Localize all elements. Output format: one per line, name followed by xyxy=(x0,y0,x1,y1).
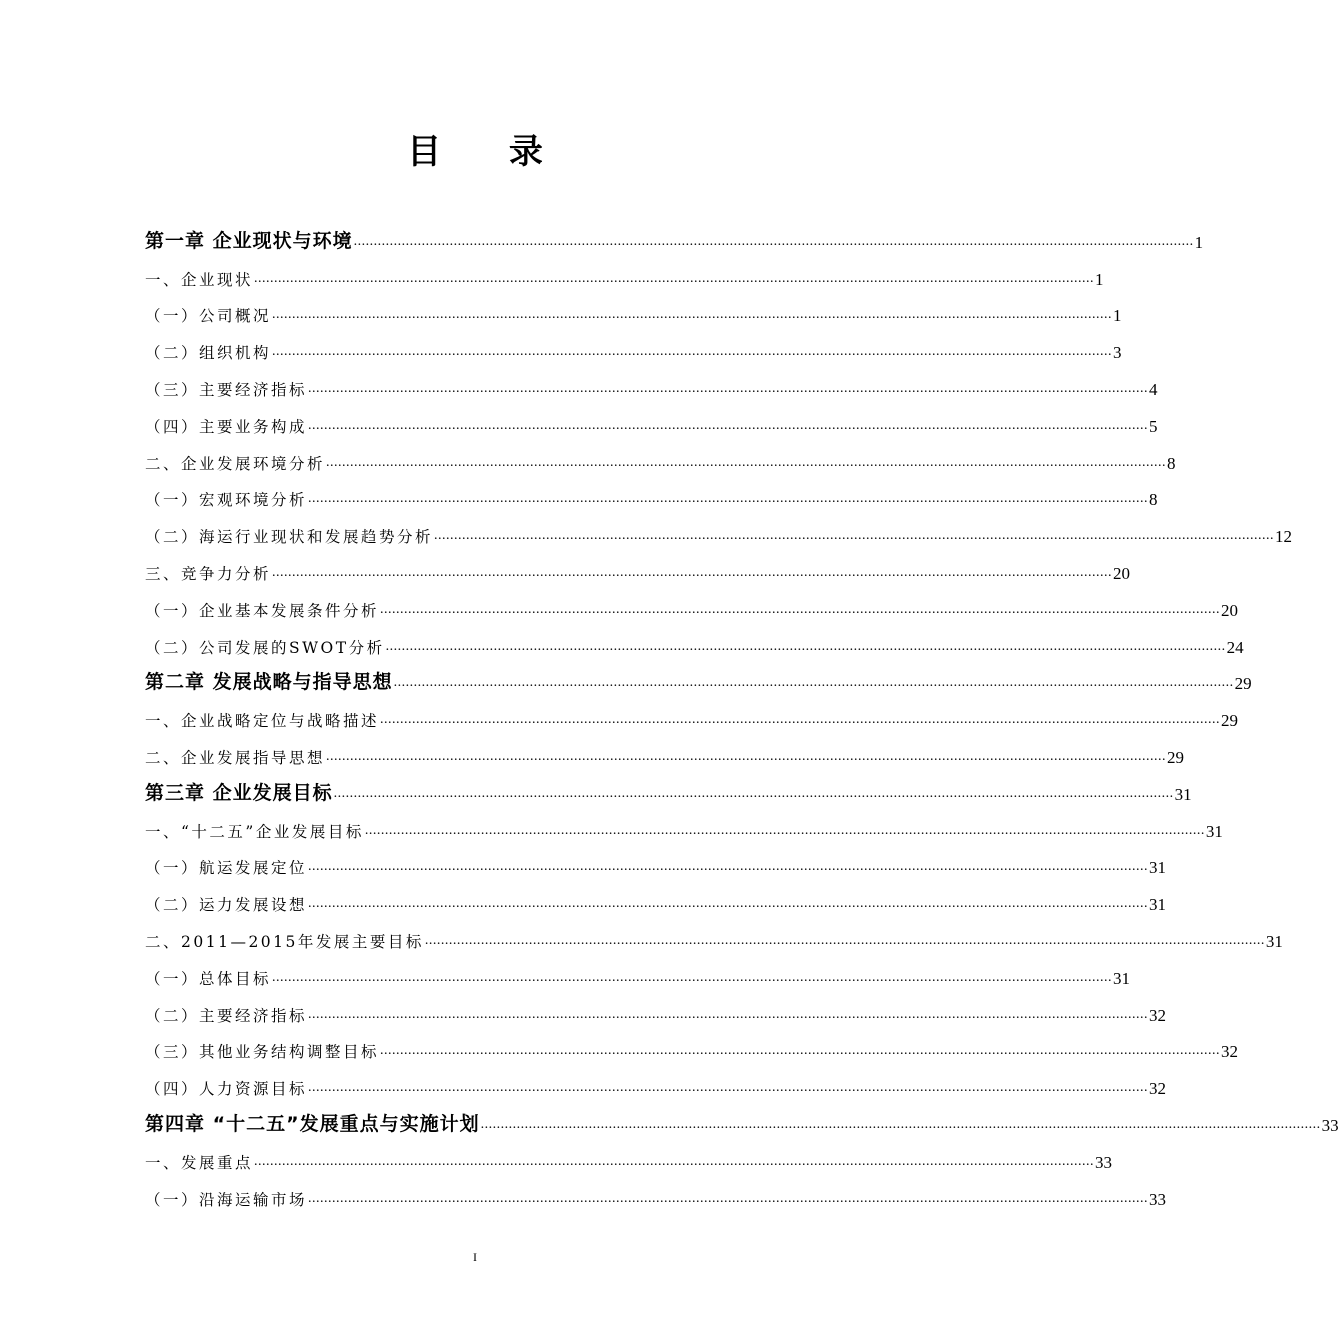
toc-entry-page-number: 20 xyxy=(1221,600,1239,620)
toc-dot-leader: .................................................................................................................................................................................................................. xyxy=(326,748,1167,764)
toc-chapter-entry[interactable] xyxy=(145,768,1192,805)
toc-dot-leader: .................................................................................................................................................................................................................. xyxy=(380,601,1221,617)
toc-entry-page-number: 24 xyxy=(1226,637,1244,657)
toc-entry-page-number: 4 xyxy=(1149,379,1158,399)
toc-dot-leader: .................................................................................................................................................................................................................. xyxy=(333,785,1174,801)
toc-section-entry[interactable] xyxy=(145,400,1158,437)
toc-section-entry[interactable] xyxy=(145,474,1158,511)
toc-dot-leader: .................................................................................................................................................................................................................. xyxy=(434,528,1275,544)
toc-section-entry[interactable] xyxy=(145,437,1176,474)
toc-entry-page-number: 33 xyxy=(1149,1189,1167,1209)
toc-entry-page-number: 3 xyxy=(1113,343,1122,363)
toc-section-entry[interactable] xyxy=(145,952,1131,989)
page-title: 目 录 xyxy=(407,132,571,172)
toc-entry-label: 一、企业现状 xyxy=(145,270,254,289)
toc-dot-leader: .................................................................................................................................................................................................................. xyxy=(308,417,1149,433)
toc-section-entry[interactable] xyxy=(145,878,1167,915)
toc-section-entry[interactable] xyxy=(145,731,1185,768)
toc-dot-leader: .................................................................................................................................................................................................................. xyxy=(385,638,1226,654)
toc-entry-label: 二、企业发展环境分析 xyxy=(145,454,326,473)
toc-section-entry[interactable] xyxy=(145,584,1239,621)
toc-entry-label: 三、竞争力分析 xyxy=(145,564,272,583)
toc-dot-leader: .................................................................................................................................................................................................................. xyxy=(272,307,1113,323)
toc-entry-page-number: 12 xyxy=(1275,527,1293,547)
toc-entry-page-number: 29 xyxy=(1234,674,1252,694)
toc-entry-page-number: 1 xyxy=(1095,269,1104,289)
toc-entry-label: （二）主要经济指标 xyxy=(145,1006,308,1025)
toc-entry-label: 一、“十二五”企业发展目标 xyxy=(145,822,364,841)
toc-entry-page-number: 8 xyxy=(1167,453,1176,473)
toc-entry-label: 第二章 发展战略与指导思想 xyxy=(145,671,393,694)
toc-dot-leader: .................................................................................................................................................................................................................. xyxy=(254,1153,1095,1169)
toc-entry-page-number: 31 xyxy=(1149,858,1167,878)
toc-dot-leader: .................................................................................................................................................................................................................. xyxy=(308,1190,1149,1206)
toc-section-entry[interactable] xyxy=(145,621,1244,658)
toc-entry-page-number: 29 xyxy=(1221,711,1239,731)
toc-entry-label: 第四章 “十二五”发展重点与实施计划 xyxy=(145,1112,480,1135)
toc-chapter-entry[interactable] xyxy=(145,658,1252,695)
toc-dot-leader: .................................................................................................................................................................................................................. xyxy=(480,1116,1321,1132)
toc-dot-leader: .................................................................................................................................................................................................................. xyxy=(364,822,1205,838)
toc-section-entry[interactable] xyxy=(145,326,1122,363)
toc-section-entry[interactable] xyxy=(145,1062,1167,1099)
toc-entry-label: （二）海运行业现状和发展趋势分析 xyxy=(145,528,434,547)
toc-section-entry[interactable] xyxy=(145,989,1167,1026)
toc-entry-label: 一、发展重点 xyxy=(145,1153,254,1172)
toc-dot-leader: .................................................................................................................................................................................................................. xyxy=(380,712,1221,728)
toc-entry-label: （一）企业基本发展条件分析 xyxy=(145,601,380,620)
toc-dot-leader: .................................................................................................................................................................................................................. xyxy=(272,344,1113,360)
toc-dot-leader: .................................................................................................................................................................................................................. xyxy=(308,896,1149,912)
toc-dot-leader: .................................................................................................................................................................................................................. xyxy=(353,233,1194,249)
toc-section-entry[interactable] xyxy=(145,510,1293,547)
toc-section-entry[interactable] xyxy=(145,547,1131,584)
toc-dot-leader: .................................................................................................................................................................................................................. xyxy=(308,859,1149,875)
toc-entry-page-number: 20 xyxy=(1113,563,1131,583)
toc-entry-page-number: 33 xyxy=(1321,1115,1339,1135)
toc-dot-leader: .................................................................................................................................................................................................................. xyxy=(380,1043,1221,1059)
toc-entry-page-number: 32 xyxy=(1149,1079,1167,1099)
toc-dot-leader: .................................................................................................................................................................................................................. xyxy=(308,1080,1149,1096)
toc-entry-page-number: 32 xyxy=(1221,1042,1239,1062)
toc-dot-leader: .................................................................................................................................................................................................................. xyxy=(393,675,1234,691)
toc-section-entry[interactable] xyxy=(145,842,1167,879)
toc-entry-label: （二）组织机构 xyxy=(145,344,272,363)
page-number: I xyxy=(473,1250,477,1264)
toc-dot-leader: .................................................................................................................................................................................................................. xyxy=(272,564,1113,580)
toc-dot-leader: .................................................................................................................................................................................................................. xyxy=(308,380,1149,396)
toc-section-entry[interactable] xyxy=(145,694,1239,731)
toc-section-entry[interactable] xyxy=(145,1026,1239,1063)
toc-dot-leader: .................................................................................................................................................................................................................. xyxy=(326,454,1167,470)
toc-entry-label: 二、企业发展指导思想 xyxy=(145,748,326,767)
toc-entry-label: （三）主要经济指标 xyxy=(145,380,308,399)
toc-entry-page-number: 5 xyxy=(1149,416,1158,436)
toc-entry-label: （四）主要业务构成 xyxy=(145,417,308,436)
toc-dot-leader: .................................................................................................................................................................................................................. xyxy=(308,491,1149,507)
toc-entry-label: 二、2011—2015年发展主要目标 xyxy=(145,932,424,951)
toc-dot-leader: .................................................................................................................................................................................................................. xyxy=(272,969,1113,985)
toc-section-entry[interactable] xyxy=(145,253,1104,290)
toc-section-entry[interactable] xyxy=(145,290,1122,327)
toc-entry-page-number: 31 xyxy=(1174,784,1192,804)
toc-section-entry[interactable] xyxy=(145,805,1223,842)
toc-entry-label: （一）宏观环境分析 xyxy=(145,491,308,510)
toc-entry-label: （三）其他业务结构调整目标 xyxy=(145,1043,380,1062)
toc-section-entry[interactable] xyxy=(145,1136,1113,1173)
toc-entry-label: 第三章 企业发展目标 xyxy=(145,781,333,804)
toc-entry-page-number: 31 xyxy=(1149,895,1167,915)
toc-entry-label: （一）沿海运输市场 xyxy=(145,1190,308,1209)
toc-entry-label: 一、企业战略定位与战略描述 xyxy=(145,712,380,731)
toc-dot-leader: .................................................................................................................................................................................................................. xyxy=(254,270,1095,286)
toc-dot-leader: .................................................................................................................................................................................................................. xyxy=(424,932,1265,948)
toc-entry-page-number: 32 xyxy=(1149,1005,1167,1025)
toc-dot-leader: .................................................................................................................................................................................................................. xyxy=(308,1006,1149,1022)
toc-chapter-entry[interactable] xyxy=(145,1099,1339,1136)
table-of-contents xyxy=(145,216,1339,1210)
toc-entry-label: （一）总体目标 xyxy=(145,969,272,988)
toc-chapter-entry[interactable] xyxy=(145,216,1204,253)
toc-section-entry[interactable] xyxy=(145,1173,1167,1210)
toc-entry-page-number: 31 xyxy=(1113,968,1131,988)
toc-entry-label: （二）公司发展的SWOT分析 xyxy=(145,638,385,657)
toc-section-entry[interactable] xyxy=(145,363,1158,400)
toc-entry-label: （一）航运发展定位 xyxy=(145,859,308,878)
toc-entry-page-number: 33 xyxy=(1095,1152,1113,1172)
toc-entry-label: （一）公司概况 xyxy=(145,307,272,326)
toc-entry-page-number: 8 xyxy=(1149,490,1158,510)
toc-section-entry[interactable] xyxy=(145,915,1283,952)
toc-entry-page-number: 31 xyxy=(1205,821,1223,841)
toc-entry-label: （四）人力资源目标 xyxy=(145,1080,308,1099)
toc-entry-page-number: 31 xyxy=(1265,931,1283,951)
toc-entry-page-number: 29 xyxy=(1167,747,1185,767)
toc-entry-page-number: 1 xyxy=(1194,232,1204,252)
toc-entry-label: 第一章 企业现状与环境 xyxy=(145,229,353,252)
toc-entry-label: （二）运力发展设想 xyxy=(145,896,308,915)
toc-entry-page-number: 1 xyxy=(1113,306,1122,326)
